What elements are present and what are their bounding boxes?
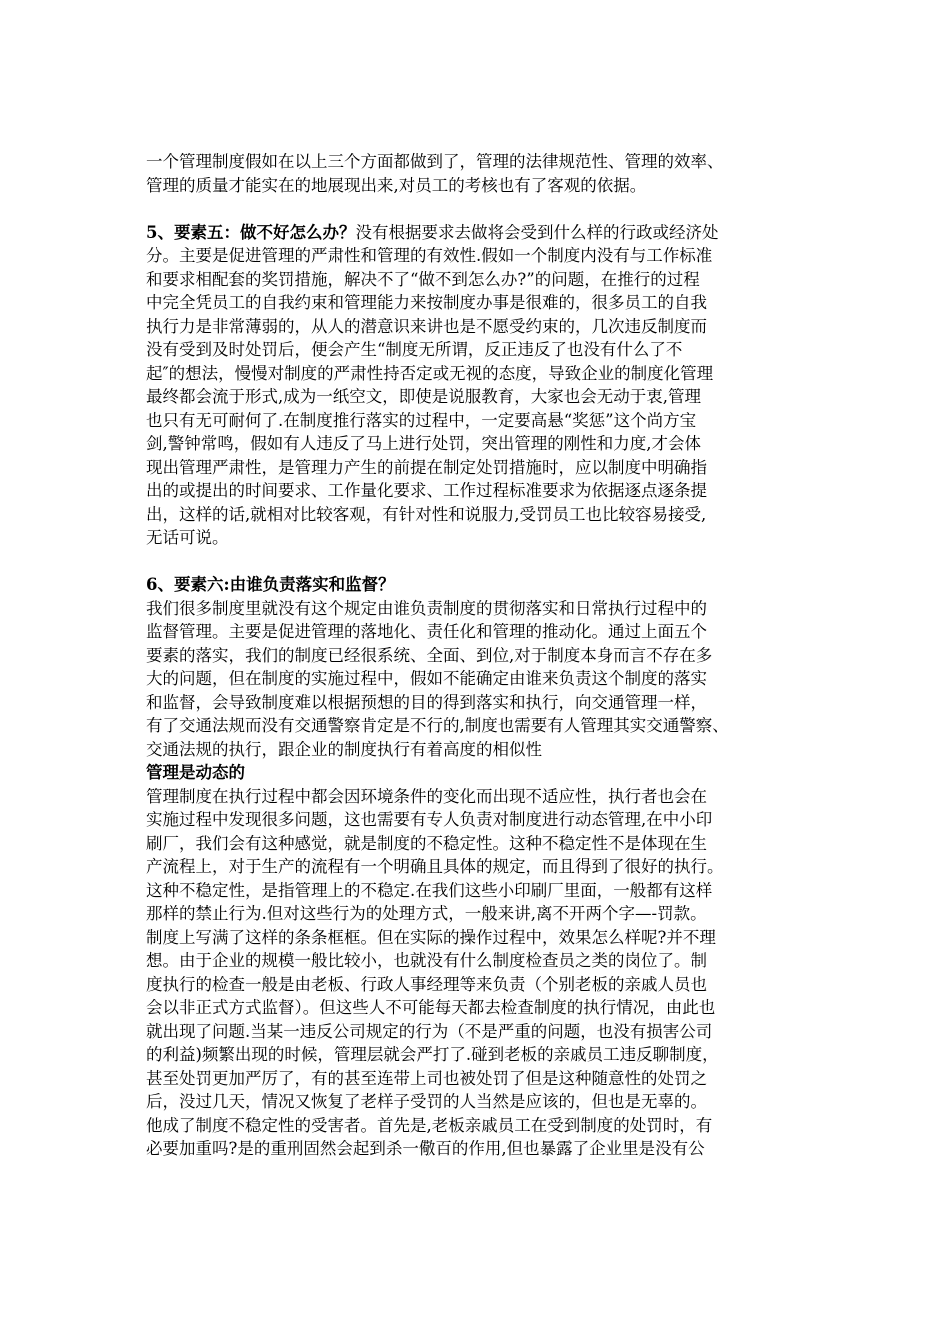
text-line: 起″的想法，慢慢对制度的严肃性持否定或无视的态度，导致企业的制度化管理: [146, 363, 714, 383]
text-line: 现出管理严肃性，是管理力产生的前提在制定处罚措施时，应以制度中明确指: [146, 457, 707, 477]
text-line: 想。由于企业的规模一般比较小，也就没有什么制度检查员之类的岗位了。制: [146, 951, 707, 970]
text-line: 会以非正式方式监督）。但这些人不可能每天都去检查制度的执行情况，由此也: [146, 998, 716, 1017]
text-line: 的利益)频繁出现的时候，管理层就会严打了.碰到老板的亲戚员工违反聊制度，: [146, 1045, 719, 1064]
section-element-six: [146, 573, 816, 761]
text-line: 管理制度在执行过程中都会因环境条件的变化而出现不适应性，执行者也会在: [146, 786, 707, 806]
text-line: 我们很多制度里就没有这个规定由谁负责制度的贯彻落实和日常执行过程中的: [146, 598, 707, 618]
text-line: 他成了制度不稳定性的受害者。首先是,老板亲戚员工在受到制度的处罚时，有: [146, 1115, 713, 1135]
section-element-five: [146, 221, 816, 550]
text-line: 必要加重吗?是的重刑固然会起到杀一儆百的作用,但也暴露了企业里是没有公: [146, 1139, 705, 1158]
section-heading: 管理是动态的: [146, 763, 245, 782]
text-line: 实施过程中发现很多问题，这也需要有专人负责对制度进行动态管理,在中小印: [146, 810, 713, 829]
section-heading: 5、要素五：做不好怎么办？: [146, 222, 356, 242]
text-line: 剑,警钟常鸣，假如有人违反了马上进行处罚，突出管理的刚性和力度,才会体: [146, 434, 701, 453]
text-line: 没有受到及时处罚后，便会产生“制度无所谓，反正违反了也没有什么了不: [146, 340, 683, 359]
paragraph-spacer: [146, 197, 816, 221]
section-heading-continuation: 没有根据要求去做将会受到什么样的行政或经济处: [355, 222, 719, 242]
text-line: 交通法规的执行，跟企业的制度执行有着高度的相似性: [146, 739, 542, 759]
text-line: 最终都会流于形式,成为一纸空文，即使是说服教育，大家也会无动于衷,管理: [146, 387, 701, 406]
text-line: 要素的落实，我们的制度已经很系统、全面、到位,对于制度本身而言不存在多: [146, 645, 713, 665]
text-line: 出，这样的话,就相对比较客观，有针对性和说服力,受罚员工也比较容易接受,: [146, 504, 707, 524]
section-management-dynamic: [146, 761, 816, 1161]
text-line: 也只有无可耐何了.在制度推行落实的过程中，一定要高悬“奖惩”这个尚方宝: [146, 410, 697, 430]
intro-paragraph: [146, 150, 816, 197]
text-line: 分。主要是促进管理的严肃性和管理的有效性.假如一个制度内没有与工作标准: [146, 246, 713, 265]
text-line: 和要求相配套的奖罚措施，解决不了“做不到怎么办?”的问题，在推行的过程: [146, 269, 700, 289]
section-first-line: [146, 221, 816, 245]
text-line: 就出现了问题.当某一违反公司规定的行为（不是严重的问题，也没有损害公司: [146, 1021, 713, 1041]
text-line: 和监督，会导致制度难以根据预想的目的得到落实和执行，向交通管理一样，: [146, 692, 707, 712]
text-line: 甚至处罚更加严厉了，有的甚至连带上司也被处罚了但是这种随意性的处罚之: [146, 1068, 707, 1088]
text-line: 后，没过几天，情况又恢复了老样子受罚的人当然是应该的，但也是无辜的。: [146, 1092, 707, 1111]
text-line: 中完全凭员工的自我约束和管理能力来按制度办事是很难的，很多员工的自我: [146, 293, 707, 312]
text-line: 出的或提出的时间要求、工作量化要求、工作过程标准要求为依据逐点逐条提: [146, 481, 707, 500]
text-line: 执行力是非常薄弱的，从人的潜意识来讲也是不愿受约束的，几次违反制度而: [146, 316, 707, 336]
text-line: 度执行的检查一般是由老板、行政人事经理等来负责（个别老板的亲戚人员也: [146, 974, 707, 994]
text-line: 一个管理制度假如在以上三个方面都做到了，管理的法律规范性、管理的效率、: [146, 152, 724, 171]
text-line: 那样的禁止行为.但对这些行为的处理方式，一般来讲,离不开两个字—-罚款。: [146, 904, 707, 923]
section-heading: 6、要素六:由谁负责落实和监督？: [146, 575, 395, 594]
text-line: 这种不稳定性，是指管理上的不稳定.在我们这些小印刷厂里面，一般都有这样: [146, 880, 713, 900]
text-line: 刷厂，我们会有这种感觉，就是制度的不稳定性。这种不稳定性不是体现在生: [146, 833, 707, 853]
document-body: [146, 150, 816, 1161]
text-line: 有了交通法规而没有交通警察肯定是不行的,制度也需要有人管理其实交通警察、: [146, 716, 729, 735]
paragraph-spacer: [146, 550, 816, 574]
text-line: 管理的质量才能实在的地展现出来,对员工的考核也有了客观的依据。: [146, 175, 647, 195]
text-line: 制度上写满了这样的条条框框。但在实际的操作过程中，效果怎么样呢?并不理: [146, 927, 716, 947]
text-line: 大的问题，但在制度的实施过程中，假如不能确定由谁来负责这个制度的落实: [146, 669, 707, 688]
text-line: 产流程上，对于生产的流程有一个明确且具体的规定，而且得到了很好的执行。: [146, 857, 724, 876]
text-line: 监督管理。主要是促进管理的落地化、责任化和管理的推动化。通过上面五个: [146, 622, 707, 641]
text-line: 无话可说。: [146, 528, 229, 547]
